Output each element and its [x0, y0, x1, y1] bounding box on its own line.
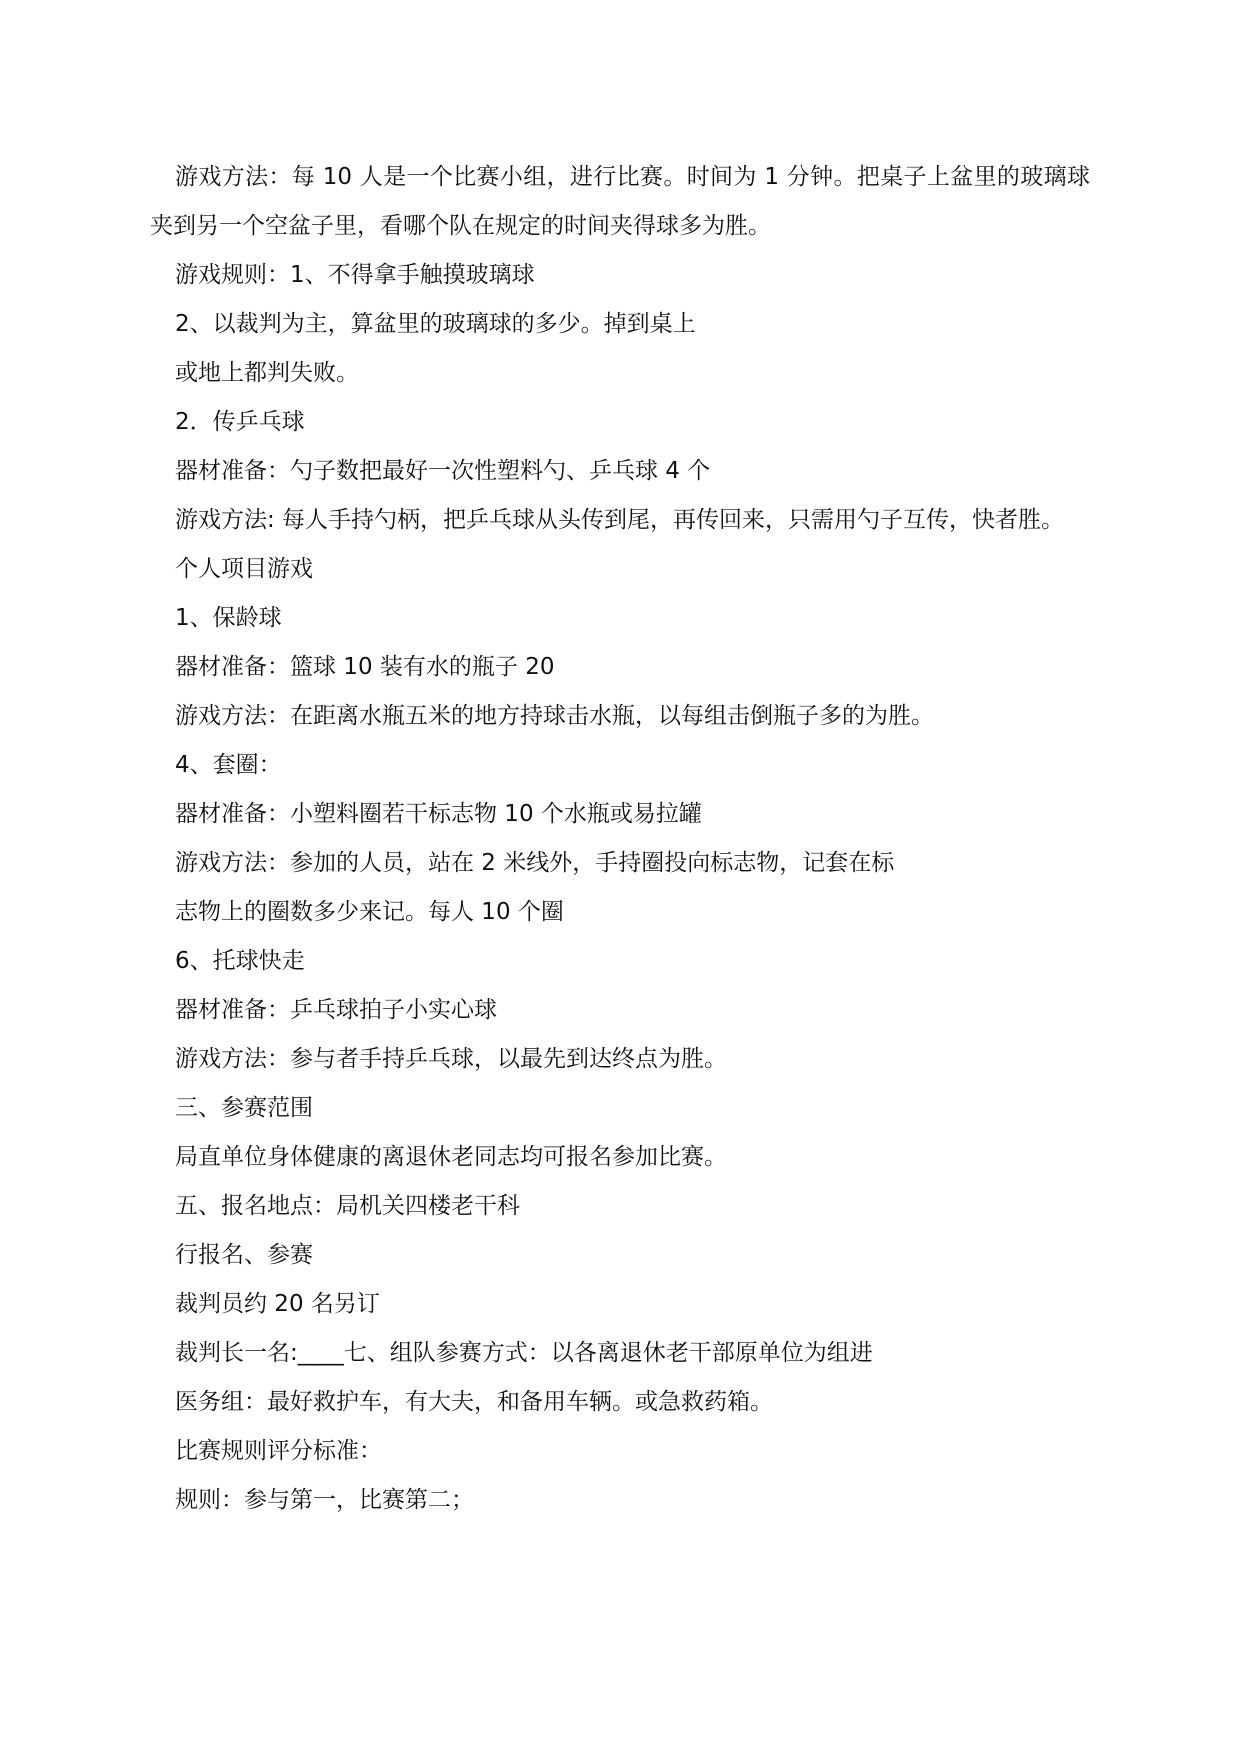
paragraph-game-method-ball-walk: 游戏方法：参与者手持乒乓球，以最先到达终点为胜。 — [175, 1046, 727, 1072]
paragraph-equipment-spoons: 器材准备：勺子数把最好一次性塑料勺、乒乓球 4 个 — [175, 458, 711, 484]
paragraph-referees: 裁判员约 20 名另订 — [175, 1291, 380, 1317]
paragraph-game-method-spoons: 游戏方法: 每人手持勺柄，把乒乓球从头传到尾，再传回来，只需用勺子互传，快者胜。 — [175, 507, 1065, 533]
paragraph-registration: 行报名、参赛 — [175, 1242, 313, 1268]
document-body — [150, 153, 1090, 1525]
heading-registration-location: 五、报名地点：局机关四楼老干科 — [175, 1193, 520, 1219]
paragraph-equipment-ball-walk: 器材准备：乒乓球拍子小实心球 — [175, 997, 497, 1023]
paragraph-chief-referee: 裁判长一名:____七、组队参赛方式：以各离退休老干部原单位为组进 — [175, 1340, 873, 1366]
paragraph-game-method-ring-toss: 游戏方法：参加的人员，站在 2 米线外，手持圈投向标志物，记套在标 — [175, 850, 895, 876]
heading-ball-walk: 6、托球快走 — [175, 948, 305, 974]
heading-bowling: 1、保龄球 — [175, 605, 282, 631]
paragraph-game-method-bowling: 游戏方法：在距离水瓶五米的地方持球击水瓶，以每组击倒瓶子多的为胜。 — [175, 703, 934, 729]
paragraph-medical-team: 医务组：最好救护车，有大夫，和备用车辆。或急救药箱。 — [175, 1389, 773, 1415]
paragraph-game-method-ring-toss-cont: 志物上的圈数多少来记。每人 10 个圈 — [175, 899, 564, 925]
paragraph-game-rules-2-cont: 或地上都判失败。 — [175, 360, 359, 386]
heading-pass-ping-pong: 2．传乒乓球 — [175, 409, 305, 435]
paragraph-participation-scope: 局直单位身体健康的离退休老同志均可报名参加比赛。 — [175, 1144, 727, 1170]
paragraph-rules: 规则：参与第一，比赛第二； — [175, 1487, 474, 1513]
heading-individual-games: 个人项目游戏 — [175, 556, 313, 582]
paragraph-equipment-bowling: 器材准备：篮球 10 装有水的瓶子 20 — [175, 654, 555, 680]
paragraph-game-method-glass-balls: 游戏方法：每 10 人是一个比赛小组，进行比赛。时间为 1 分钟。把桌子上盆里的玻璃球夹到另一个空盆子里，看哪个队在规定的时间夹得球多为胜。 — [150, 164, 1090, 239]
paragraph-equipment-ring-toss: 器材准备：小塑料圈若干标志物 10 个水瓶或易拉罐 — [175, 801, 702, 827]
heading-participation-scope: 三、参赛范围 — [175, 1095, 313, 1121]
paragraph-game-rules-1: 游戏规则：1、不得拿手触摸玻璃球 — [175, 262, 535, 288]
heading-ring-toss: 4、套圈： — [175, 752, 282, 778]
heading-scoring-rules: 比赛规则评分标准： — [175, 1438, 382, 1464]
paragraph-game-rules-2: 2、以裁判为主，算盆里的玻璃球的多少。掉到桌上 — [175, 311, 696, 337]
